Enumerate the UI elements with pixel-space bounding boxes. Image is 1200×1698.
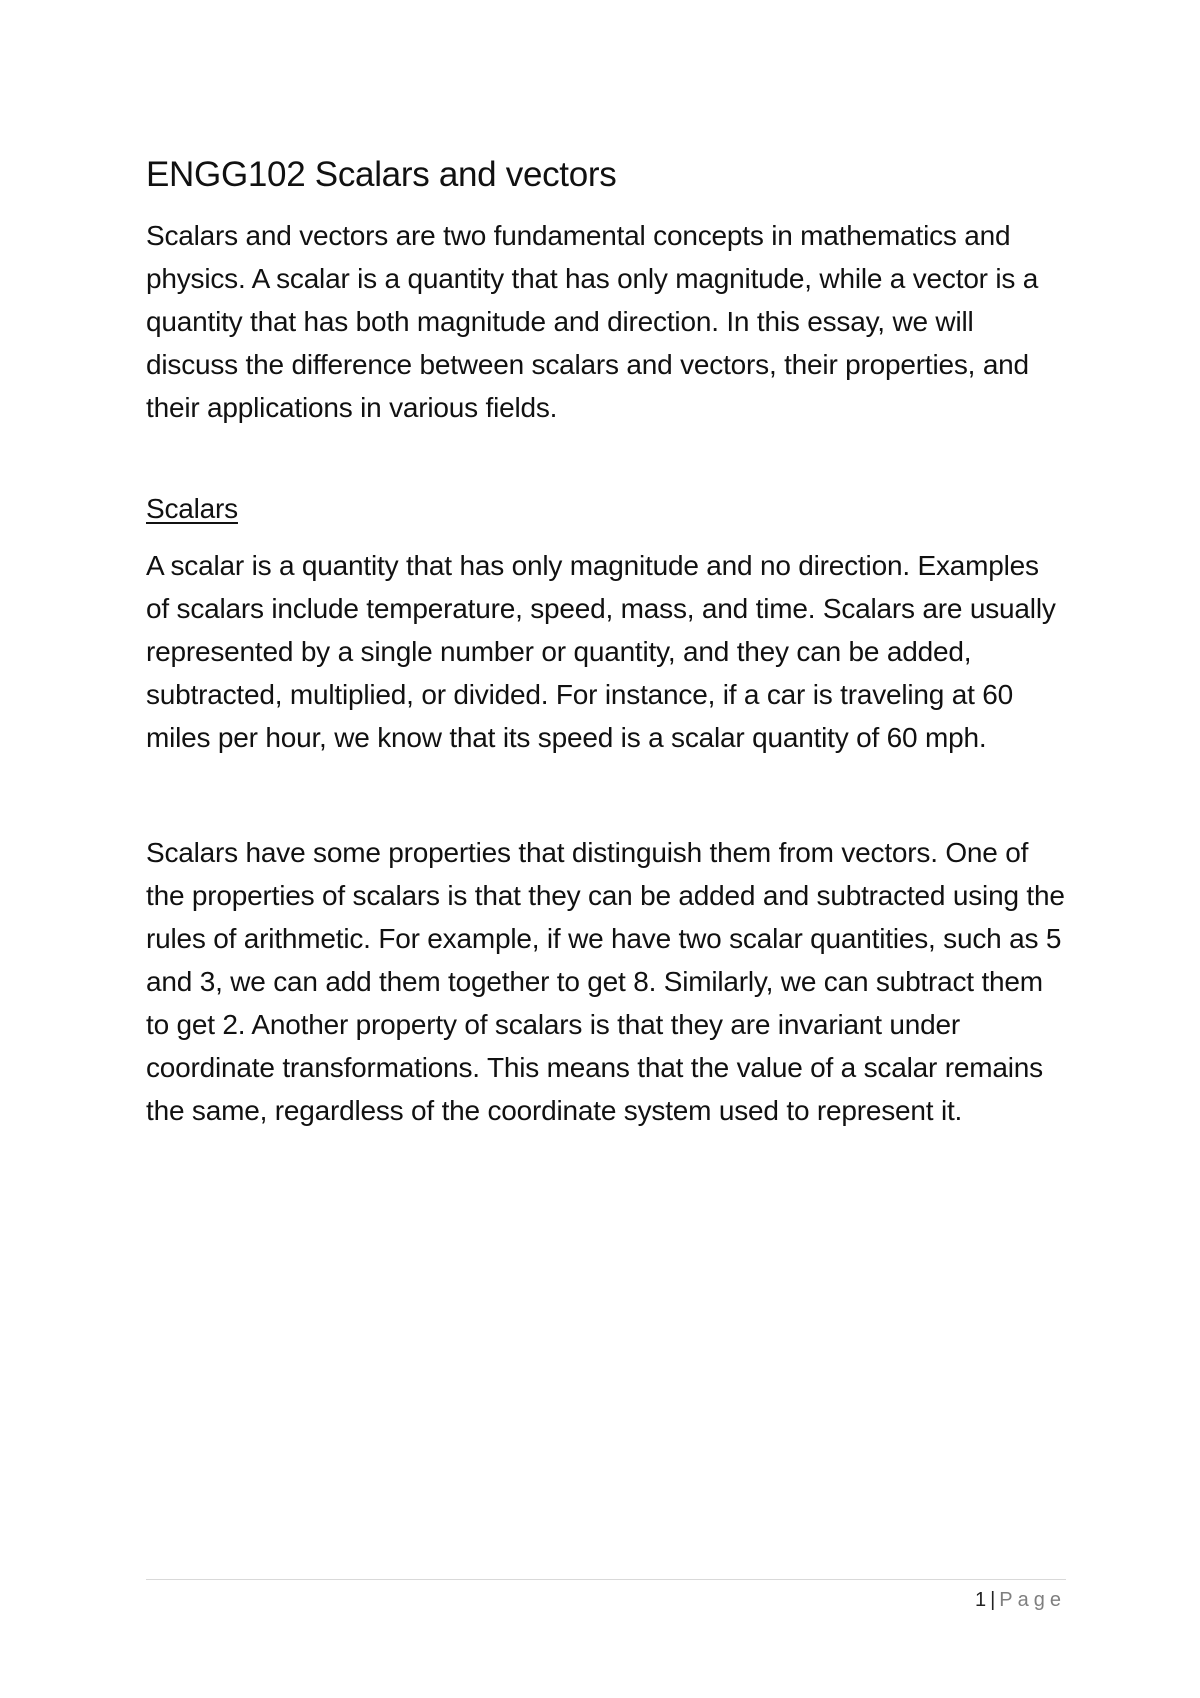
section-heading-scalars: Scalars bbox=[146, 493, 238, 524]
document-body bbox=[146, 150, 1066, 1132]
document-title: ENGG102 Scalars and vectors bbox=[146, 155, 617, 194]
page-label: Page bbox=[999, 1589, 1066, 1611]
page-number: 1 bbox=[974, 1589, 987, 1611]
intro-paragraph: Scalars and vectors are two fundamental concepts in mathematics and physics. A scalar is a quantity that has only magnitude, while a vector is a quantity that has both magnitude and direction. In this essay, we will discuss the difference between scalars and vectors, their properties, and their applications in various fields. bbox=[146, 220, 1039, 423]
footer-divider bbox=[146, 1579, 1066, 1580]
scalars-paragraph-1: A scalar is a quantity that has only magnitude and no direction. Examples of scalars include temperature, speed, mass, and time. Scalars are usually represented by a single number or quantity, and they can be added, subtracted, multiplied, or divided. For instance, if a car is traveling at 60 miles per hour, we know that its speed is a scalar quantity of 60 mph. bbox=[146, 550, 1056, 753]
scalars-paragraph-2: Scalars have some properties that distinguish them from vectors. One of the properties of scalars is that they can be added and subtracted using the rules of arithmetic. For example, if we have two scalar quantities, such as 5 and 3, we can add them together to get 8. Similarly, we can subtract them to get 2. Another property of scalars is that they are invariant under coordinate transformations. This means that the value of a scalar remains the same, regardless of the coordinate system used to represent it. bbox=[146, 837, 1065, 1126]
page-footer bbox=[975, 1586, 1066, 1614]
footer-separator: | bbox=[990, 1589, 996, 1611]
section-gap bbox=[146, 429, 1066, 487]
paragraph-gap bbox=[146, 759, 1066, 831]
